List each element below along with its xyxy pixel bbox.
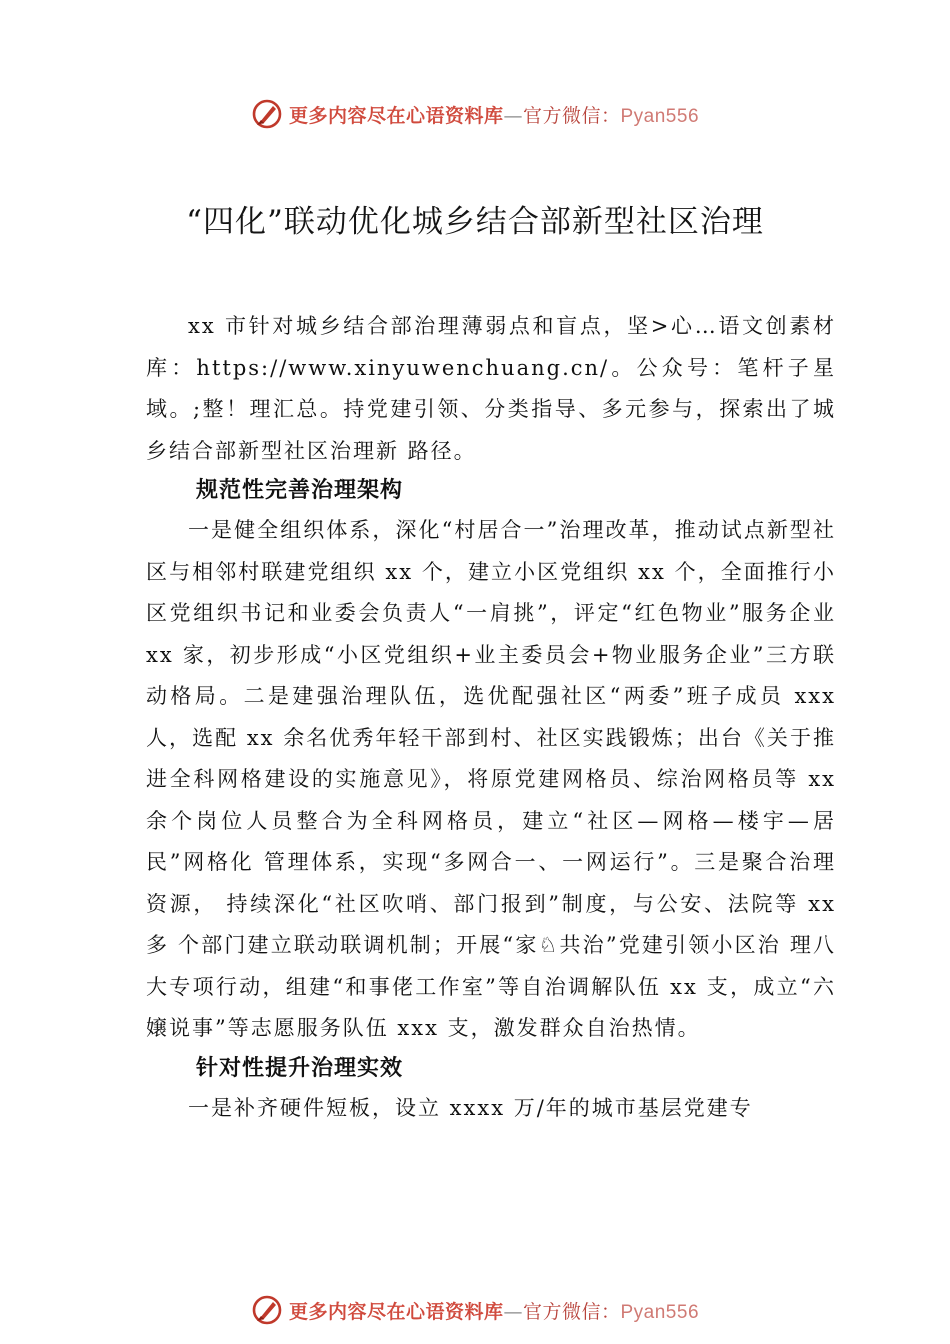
footer-wechat-label: 官方微信：: [522, 1300, 621, 1323]
section-paragraph-2: 一是补齐硬件短板，设立 xxxx 万/年的城市基层党建专: [188, 1095, 753, 1120]
footer-separator: —: [503, 1300, 523, 1323]
document-title: “四化”联动优化城乡结合部新型社区治理: [186, 204, 764, 240]
header-watermark: [0, 94, 950, 134]
section-paragraph-1: 一是健全组织体系，深化“村居合一”治理改革，推动试点新型社区与相邻村联建党组织 xx 个，建立小区党组织 xx 个，全面推行小区党组织书记和业委会负责人“一肩挑”，评定“红色物业”服务企业 xx 家，初步形成“小区党组织+业主委员会+物业服务企业”三方联动格局。二是建强治理队伍，选优配强社区“两委”班子成员 xxx 人，选配 xx 余名优秀年轻干部到村、社区实践锻炼；出台《关于推进全科网格建设的实施意见》，将原党建网格员、综治网格员等 xx 余个岗位人员整合为全科网格员，建立“社区—网格—楼宇—居民”网格化 管理体系，实现“多网合一、一网运行”。三是聚合治理资源， 持续深化“社区吹哨、部门报到”制度，与公安、法院等 xx 多 个部门建立联动联调机制；开展“家♘共治”党建引领小区治 理八大专项行动，组建“和事佬工作室”等自治调解队伍 xx 支，成立“六嬢说事”等志愿服务队伍 xxx 支，激发群众自治热情。: [146, 518, 836, 1040]
pen-in-circle-logo-icon: [251, 98, 283, 130]
intro-paragraph: xx 市针对城乡结合部治理薄弱点和盲点，坚>心…语文创素材库：https://www.xinyuwenchuang.cn/。公众号：笔杆子星域。;整！理汇总。持党建引领、分类指导、多元参与，探索出了城乡结合部新型社区治理新 路径。: [146, 314, 836, 463]
footer-watermark: [0, 1290, 950, 1330]
document-body: [146, 306, 836, 1129]
header-wechat-id: Pyan556: [620, 105, 700, 127]
header-brand: 更多内容尽在心语资料库: [288, 104, 504, 127]
header-separator: —: [503, 104, 523, 127]
footer-watermark-text: [289, 1297, 699, 1324]
header-watermark-text: [289, 101, 699, 128]
footer-brand: 更多内容尽在心语资料库: [288, 1300, 504, 1323]
pen-in-circle-logo-icon: [251, 1294, 283, 1326]
footer-wechat-id: Pyan556: [620, 1301, 700, 1323]
section-heading-1: 规范性完善治理架构: [196, 478, 404, 503]
section-heading-2: 针对性提升治理实效: [196, 1055, 404, 1081]
header-wechat-label: 官方微信：: [522, 104, 621, 127]
